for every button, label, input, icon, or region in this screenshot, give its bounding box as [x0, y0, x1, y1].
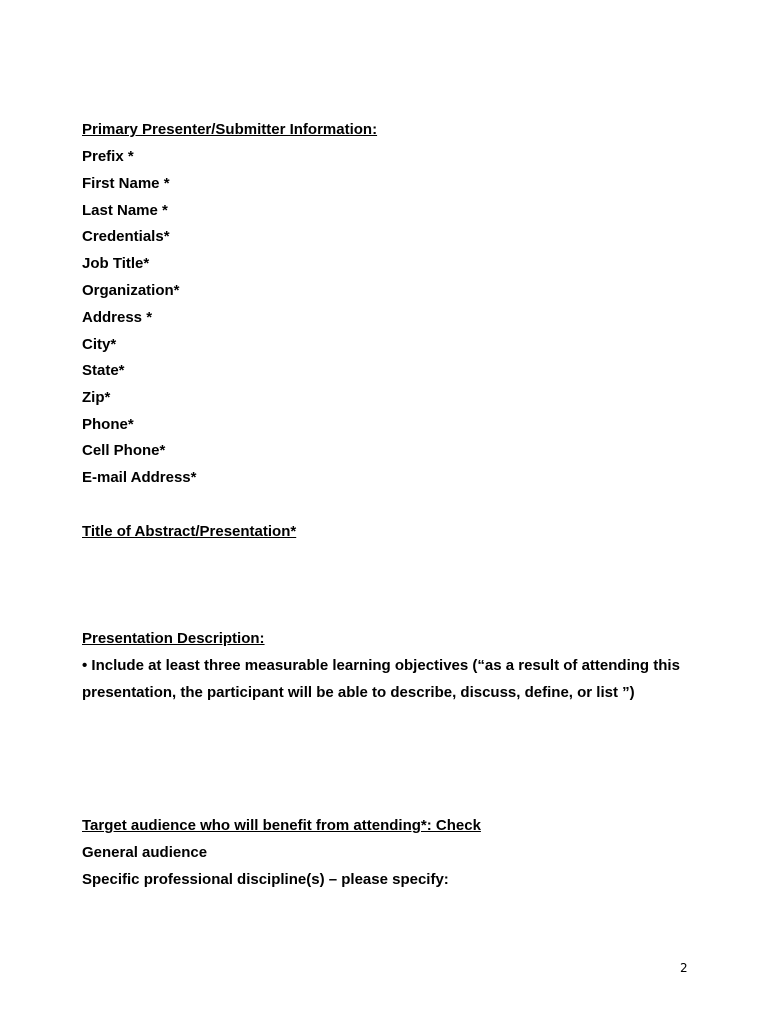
page-number: 2	[680, 961, 688, 975]
field-label-organization: Organization*	[82, 282, 180, 299]
field-label-job-title: Job Title*	[82, 255, 150, 272]
audience-option-general: General audience	[82, 844, 208, 861]
learning-objectives-instruction-line-1: • Include at least three measurable learning objectives (“as a result of attending this	[82, 657, 680, 674]
learning-objectives-instruction-line-2: presentation, the participant will be able to describe, discuss, define, or list ”)	[82, 684, 635, 701]
field-label-address: Address *	[82, 309, 153, 326]
section-heading-abstract-title: Title of Abstract/Presentation*	[82, 523, 297, 540]
section-heading-primary-presenter: Primary Presenter/Submitter Information:	[82, 121, 378, 138]
field-label-first-name: First Name *	[82, 175, 170, 192]
field-label-email-address: E-mail Address*	[82, 469, 197, 486]
field-label-last-name: Last Name *	[82, 202, 168, 219]
section-heading-presentation-description: Presentation Description:	[82, 630, 265, 647]
field-label-state: State*	[82, 362, 125, 379]
audience-option-specific-discipline: Specific professional discipline(s) – please specify:	[82, 871, 449, 888]
field-label-prefix: Prefix *	[82, 148, 134, 165]
field-label-zip: Zip*	[82, 389, 111, 406]
field-label-cell-phone: Cell Phone*	[82, 442, 166, 459]
field-label-phone: Phone*	[82, 416, 134, 433]
section-heading-target-audience: Target audience who will benefit from attending*: Check	[82, 817, 481, 834]
field-label-credentials: Credentials*	[82, 228, 170, 245]
field-label-city: City*	[82, 336, 117, 353]
